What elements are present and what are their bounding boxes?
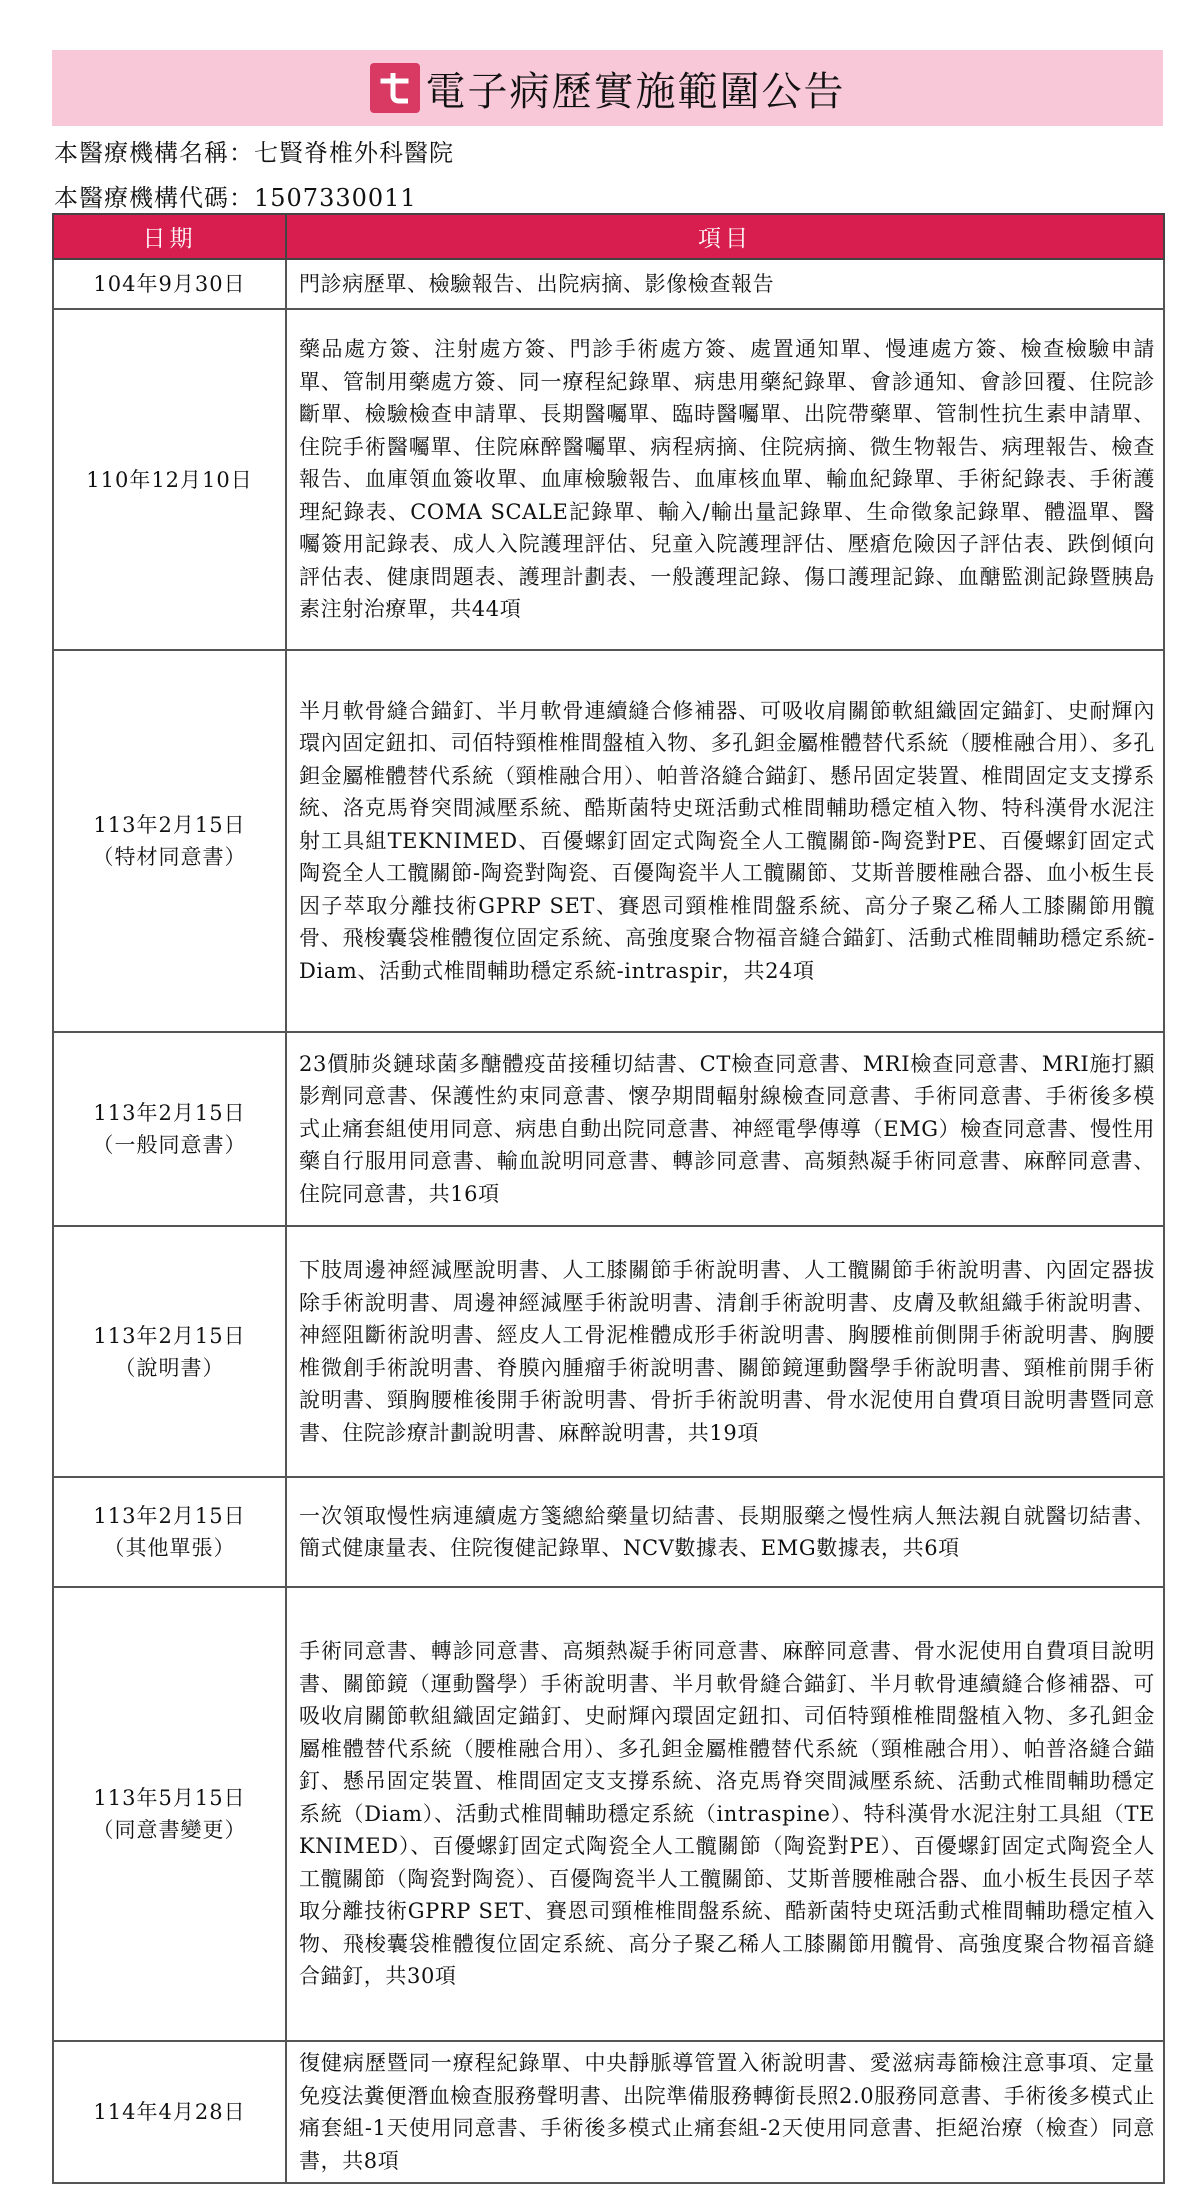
hospital-name: 本醫療機構名稱：七賢脊椎外科醫院	[54, 139, 454, 167]
table-row	[53, 309, 1164, 650]
row-items: 半月軟骨縫合錨釘、半月軟骨連續縫合修補器、可吸收肩關節軟組織固定錨釘、史耐輝內環內固定鈕扣、司佰特頸椎椎間盤植入物、多孔鉭金屬椎體替代系統（腰椎融合用）、多孔鉭金屬椎體替代系統（頸椎融合用）、帕普洛縫合錨釘、懸吊固定裝置、椎間固定支支撐系統、洛克馬脊突間減壓系統、酷斯菌特史斑活動式椎間輔助穩定植入物、特科漢骨水泥注射工具組TEKNIMED、百優螺釘固定式陶瓷全人工髖關節-陶瓷對PE、百優螺釘固定式陶瓷全人工髖關節-陶瓷對陶瓷、百優陶瓷半人工髖關節、艾斯普腰椎融合器、血小板生長因子萃取分離技術GPRP SET、賽恩司頸椎椎間盤系統、高分子聚乙稀人工膝關節用髖骨、飛梭囊袋椎體復位固定系統、高強度聚合物福音縫合錨釘、活動式椎間輔助穩定系統-Diam、活動式椎間輔助穩定系統-intraspir，共24項	[286, 650, 1164, 1032]
row-date	[53, 1226, 286, 1477]
table-row	[53, 2041, 1164, 2183]
table-row	[53, 1477, 1164, 1587]
date-text: 113年5月15日	[93, 1786, 246, 1810]
row-items: 下肢周邊神經減壓說明書、人工膝關節手術說明書、人工髖關節手術說明書、內固定器拔除手術說明書、周邊神經減壓手術說明書、清創手術說明書、皮膚及軟組織手術說明書、神經阻斷術說明書、經皮人工骨泥椎體成形手術說明書、胸腰椎前側開手術說明書、胸腰椎微創手術說明書、脊膜內腫瘤手術說明書、關節鏡運動醫學手術說明書、頸椎前開手術說明書、頸胸腰椎後開手術說明書、骨折手術說明書、骨水泥使用自費項目說明書暨同意書、住院診療計劃說明書、麻醉說明書，共19項	[286, 1226, 1164, 1477]
page-title: 電子病歷實施範圍公告	[425, 68, 846, 115]
date-text: 113年2月15日	[93, 813, 246, 837]
hospital-code: 本醫療機構代碼：1507330011	[54, 184, 417, 212]
date-text: 104年9月30日	[93, 272, 246, 296]
row-date	[53, 2041, 286, 2183]
table-header-row	[53, 214, 1164, 259]
row-date	[53, 650, 286, 1032]
row-date	[53, 1032, 286, 1226]
row-items: 一次領取慢性病連續處方箋總給藥量切結書、長期服藥之慢性病人無法親自就醫切結書、簡式健康量表、住院復健記錄單、NCV數據表、EMG數據表，共6項	[286, 1477, 1164, 1587]
seven-logo-icon	[370, 63, 420, 113]
date-text: 114年4月28日	[93, 2100, 246, 2124]
row-items: 藥品處方簽、注射處方簽、門診手術處方簽、處置通知單、慢連處方簽、檢查檢驗申請單、管制用藥處方簽、同一療程紀錄單、病患用藥紀錄單、會診通知、會診回覆、住院診斷單、檢驗檢查申請單、長期醫囑單、臨時醫囑單、出院帶藥單、管制性抗生素申請單、住院手術醫囑單、住院麻醉醫囑單、病程病摘、住院病摘、微生物報告、病理報告、檢查報告、血庫領血簽收單、血庫檢驗報告、血庫核血單、輸血紀錄單、手術紀錄表、手術護理紀錄表、COMA SCALE記錄單、輸入/輸出量記錄單、生命徵象記錄單、體溫單、醫囑簽用記錄表、成人入院護理評估、兒童入院護理評估、壓瘡危險因子評估表、跌倒傾向評估表、健康問題表、護理計劃表、一般護理記錄、傷口護理記錄、血醣監測記錄暨胰島素注射治療單，共44項	[286, 309, 1164, 650]
row-items: 門診病歷單、檢驗報告、出院病摘、影像檢查報告	[286, 259, 1164, 309]
date-note: （同意書變更）	[92, 1818, 247, 1842]
table-row	[53, 259, 1164, 309]
row-items: 23價肺炎鏈球菌多醣體疫苗接種切結書、CT檢查同意書、MRI檢查同意書、MRI施打顯影劑同意書、保護性約束同意書、懷孕期間輻射線檢查同意書、手術同意書、手術後多模式止痛套組使用同意、病患自動出院同意書、神經電學傳導（EMG）檢查同意書、慢性用藥自行服用同意書、輸血說明同意書、轉診同意書、高頻熱凝手術同意書、麻醉同意書、住院同意書，共16項	[286, 1032, 1164, 1226]
table-row	[53, 650, 1164, 1032]
scope-table	[52, 213, 1165, 2184]
row-date	[53, 309, 286, 650]
date-note: （特材同意書）	[92, 845, 247, 869]
header-date: 日期	[53, 214, 286, 259]
table-row	[53, 1226, 1164, 1477]
date-text: 110年12月10日	[86, 467, 253, 492]
row-items: 手術同意書、轉診同意書、高頻熱凝手術同意書、麻醉同意書、骨水泥使用自費項目說明書、關節鏡（運動醫學）手術說明書、半月軟骨縫合錨釘、半月軟骨連續縫合修補器、可吸收肩關節軟組織固定錨釘、史耐輝內環固定鈕扣、司佰特頸椎椎間盤植入物、多孔鉭金屬椎體替代系統（腰椎融合用）、多孔鉭金屬椎體替代系統（頸椎融合用）、帕普洛縫合錨釘、懸吊固定裝置、椎間固定支支撐系統、洛克馬脊突間減壓系統、活動式椎間輔助穩定系統（Diam）、活動式椎間輔助穩定系統（intraspine）、特科漢骨水泥注射工具組（TEKNIMED）、百優螺釘固定式陶瓷全人工髖關節（陶瓷對PE）、百優螺釘固定式陶瓷全人工髖關節（陶瓷對陶瓷）、百優陶瓷半人工髖關節、艾斯普腰椎融合器、血小板生長因子萃取分離技術GPRP SET、賽恩司頸椎椎間盤系統、酷新菌特史斑活動式椎間輔助穩定植入物、飛梭囊袋椎體復位固定系統、高分子聚乙稀人工膝關節用髖骨、高強度聚合物福音縫合錨釘，共30項	[286, 1587, 1164, 2041]
title-banner	[52, 50, 1163, 126]
date-note: （其他單張）	[103, 1536, 236, 1560]
row-date	[53, 259, 286, 309]
date-text: 113年2月15日	[93, 1101, 246, 1125]
header-items: 項目	[286, 214, 1164, 259]
date-note: （說明書）	[114, 1355, 225, 1380]
date-text: 113年2月15日	[93, 1323, 246, 1348]
row-items: 復健病歷暨同一療程紀錄單、中央靜脈導管置入術說明書、愛滋病毒篩檢注意事項、定量免疫法糞便潛血檢查服務聲明書、出院準備服務轉銜長照2.0服務同意書、手術後多模式止痛套組-1天使用同意書、手術後多模式止痛套組-2天使用同意書、拒絕治療（檢查）同意書，共8項	[286, 2041, 1164, 2183]
table-row	[53, 1032, 1164, 1226]
date-note: （一般同意書）	[92, 1133, 247, 1157]
table-row	[53, 1587, 1164, 2041]
row-date	[53, 1477, 286, 1587]
row-date	[53, 1587, 286, 2041]
date-text: 113年2月15日	[93, 1504, 246, 1528]
